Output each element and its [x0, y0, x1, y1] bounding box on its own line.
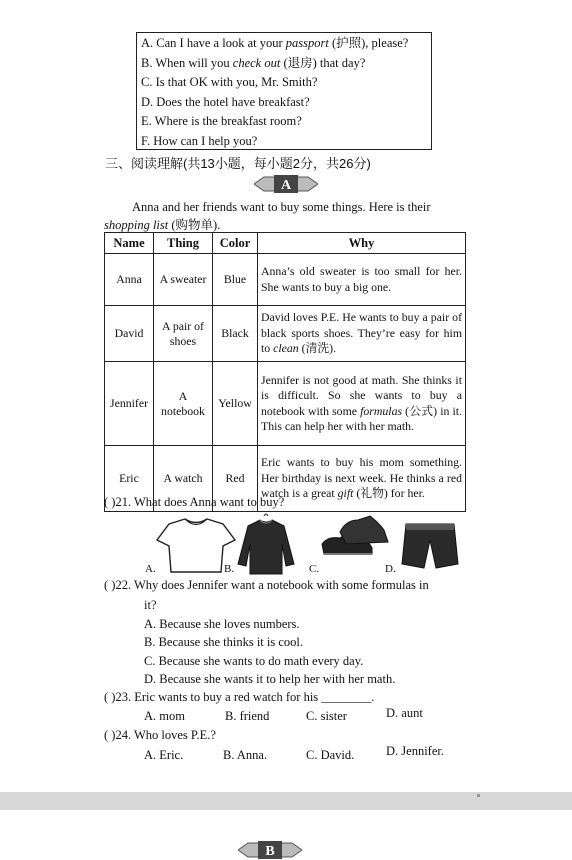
table-row: [105, 254, 466, 306]
question-21: ( )21. What does Anna want to buy?: [104, 495, 285, 509]
q23-choice-d: D. aunt: [386, 706, 423, 720]
scroll-mark: [477, 794, 480, 797]
q21-label-a: A.: [145, 563, 156, 575]
header-thing: Thing: [154, 233, 213, 254]
header-name: Name: [105, 233, 154, 254]
q22-choice-a: A. Because she loves numbers.: [144, 617, 300, 631]
q24-choice-c: C. David.: [306, 748, 355, 762]
options-box: [136, 32, 432, 150]
cell-why: Anna’s old sweater is too small for her. She wants to buy a big one.: [258, 254, 466, 306]
cell-color: Red: [213, 446, 258, 512]
q24-choice-b: B. Anna.: [223, 748, 268, 762]
cell-color: Blue: [213, 254, 258, 306]
cell-name: Jennifer: [105, 362, 154, 446]
cell-why: Jennifer is not good at math. She thinks it is difficult. So she wants to buy a notebook with some formulas (公式) in it. This can help her with her math.: [258, 362, 466, 446]
header-color: Color: [213, 233, 258, 254]
page-gap: [0, 792, 572, 810]
q22-choice-c: C. Because she wants to do math every day.: [144, 654, 364, 668]
badge-a-label: A: [280, 178, 292, 193]
q23-choice-a: A. mom: [144, 709, 185, 723]
table-row: [105, 306, 466, 362]
q21-label-c: C.: [309, 563, 320, 575]
cell-color: Black: [213, 306, 258, 362]
sweater-image: [236, 512, 296, 578]
passage-intro-line2: shopping list (购物单).: [104, 218, 221, 232]
q23-choice-c: C. sister: [306, 709, 347, 723]
cell-name: Anna: [105, 254, 154, 306]
question-22-line2: it?: [144, 598, 157, 612]
sports-shoes-image: [318, 514, 390, 566]
q21-label-b: B.: [224, 563, 235, 575]
section-a-badge: [254, 174, 318, 194]
cell-name: Eric: [105, 446, 154, 512]
shorts-image: [400, 520, 460, 572]
q24-choice-d: D. Jennifer.: [386, 744, 444, 758]
cell-thing: A notebook: [154, 362, 213, 446]
option-f: F. How can I help you?: [141, 133, 258, 148]
cell-thing: A sweater: [154, 254, 213, 306]
table-row: [105, 362, 466, 446]
cell-why: Eric wants to buy his mom something. Her birthday is next week. He thinks a red watch is a great gift (礼物) for her.: [258, 446, 466, 512]
question-22: ( )22. Why does Jennifer want a notebook with some formulas in: [104, 578, 429, 592]
cell-thing: A watch: [154, 446, 213, 512]
option-e: E. Where is the breakfast room?: [141, 114, 302, 128]
passage-intro: Anna and her friends want to buy some things. Here is their: [132, 200, 431, 214]
section-title: 三、阅读理解(共13小题，每小题2分，共26分): [105, 156, 371, 171]
table-header-row: [105, 233, 466, 254]
badge-b-label: B: [265, 844, 275, 859]
cell-why: David loves P.E. He wants to buy a pair of black sports shoes. They’re easy for him to clean (清洗).: [258, 306, 466, 362]
q22-choice-b: B. Because she thinks it is cool.: [144, 635, 304, 649]
shopping-list-table: [104, 232, 466, 512]
section-b-badge: [238, 840, 302, 860]
header-why: Why: [258, 233, 466, 254]
option-b: B. When will you check out (退房) that day?: [141, 55, 366, 70]
option-a: A. Can I have a look at your passport (护照), please?: [141, 36, 409, 50]
q22-choice-d: D. Because she wants it to help her with her math.: [144, 672, 396, 686]
q24-choice-a: A. Eric.: [144, 748, 184, 762]
question-23: ( )23. Eric wants to buy a red watch for his ________.: [104, 690, 375, 704]
option-c: C. Is that OK with you, Mr. Smith?: [141, 75, 318, 89]
question-24: ( )24. Who loves P.E.?: [104, 728, 216, 742]
option-d: D. Does the hotel have breakfast?: [141, 94, 310, 109]
cell-name: David: [105, 306, 154, 362]
cell-thing: A pair of shoes: [154, 306, 213, 362]
cell-color: Yellow: [213, 362, 258, 446]
q23-choice-b: B. friend: [225, 709, 270, 723]
q21-label-d: D.: [385, 563, 396, 575]
